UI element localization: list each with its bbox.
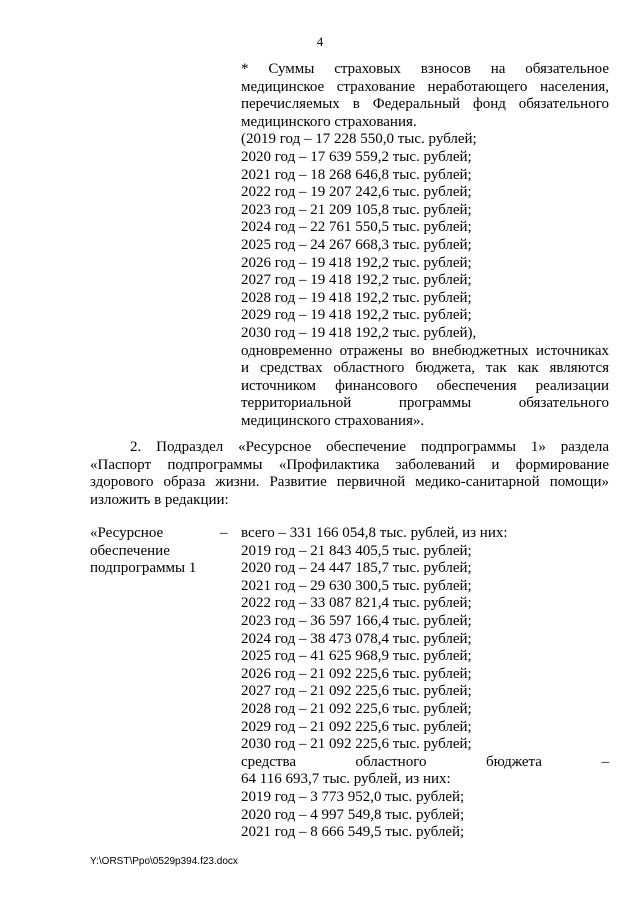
resource-year-line: 2020 год – 24 447 185,7 тыс. рублей; [241,560,472,577]
resource-label [90,525,220,578]
footnote-line: и средствах областного бюджета, так как являются [241,360,609,377]
resource-year-line: 2021 год – 29 630 300,5 тыс. рублей; [241,577,472,594]
footnote-line: одновременно отражены во внебюджетных источниках [241,342,609,359]
regional-year-line: 2019 год – 3 773 952,0 тыс. рублей; [241,788,465,805]
footnote-year-line: 2030 год – 19 418 192,2 тыс. рублей), [241,324,477,341]
regional-year-line: 2020 год – 4 997 549,8 тыс. рублей; [241,806,465,823]
regional-year-line: 2021 год – 8 666 549,5 тыс. рублей; [241,824,465,841]
footnote-line: медицинского страхования. [241,113,417,130]
footnote-year-line: 2020 год – 17 639 559,2 тыс. рублей; [241,148,472,165]
footnote-line: перечисляемых в Федеральный фонд обязательного [241,96,609,113]
paragraph-line: изложить в редакции: [90,491,229,508]
resource-year-line: 2027 год – 21 092 225,6 тыс. рублей; [241,683,472,700]
footnote-year-line: 2027 год – 19 418 192,2 тыс. рублей; [241,272,472,289]
resource-label-line: обеспечение [90,542,170,559]
footnote-year-line: 2026 год – 19 418 192,2 тыс. рублей; [241,254,472,271]
resource-label-line: подпрограммы 1 [90,560,197,577]
amendment-paragraph [90,439,609,509]
footnote-year-line: 2024 год – 22 761 550,5 тыс. рублей; [241,219,472,236]
resource-year-line: 2019 год – 21 843 405,5 тыс. рублей; [241,542,472,559]
regional-total-line: 64 116 693,7 тыс. рублей, из них: [241,771,451,788]
paragraph-line: здорового образа жизни. Развитие первичной медико-санитарной помощи» [90,474,609,491]
footnote-block [241,61,609,430]
paragraph-line: «Паспорт подпрограммы «Профилактика заболеваний и формирование [90,456,609,473]
footnote-year-line: 2025 год – 24 267 668,3 тыс. рублей; [241,236,472,253]
footnote-line: источником финансового обеспечения реализации [241,377,609,394]
footnote-year-line: (2019 год – 17 228 550,0 тыс. рублей; [241,131,477,148]
resource-year-line: 2025 год – 41 625 968,9 тыс. рублей; [241,648,472,665]
resource-year-line: 2030 год – 21 092 225,6 тыс. рублей; [241,736,472,753]
footnote-line: * Суммы страховых взносов на обязательное [241,61,609,77]
resource-year-line: 2024 год – 38 473 078,4 тыс. рублей; [241,630,472,647]
resource-year-line: 2029 год – 21 092 225,6 тыс. рублей; [241,718,472,735]
footnote-year-line: 2023 год – 21 209 105,8 тыс. рублей; [241,201,472,218]
resource-values [241,525,609,842]
resource-dash: – [220,525,228,541]
regional-budget-line: средства областного бюджета – [241,753,609,770]
resource-year-line: 2023 год – 36 597 166,4 тыс. рублей; [241,612,472,629]
footnote-line: медицинского страхования». [241,412,425,429]
footnote-year-line: 2021 год – 18 268 646,8 тыс. рублей; [241,166,472,183]
resource-total-line: всего – 331 166 054,8 тыс. рублей, из них: [241,525,508,541]
footnote-line: территориальной программы обязательного [241,395,609,412]
footnote-year-line: 2022 год – 19 207 242,6 тыс. рублей; [241,184,472,201]
footnote-year-line: 2028 год – 19 418 192,2 тыс. рублей; [241,289,472,306]
resource-year-line: 2028 год – 21 092 225,6 тыс. рублей; [241,700,472,717]
paragraph-line: 2. Подраздел «Ресурсное обеспечение подпрограммы 1» раздела [130,439,609,455]
resource-label-line: «Ресурсное [90,525,164,541]
resource-year-line: 2026 год – 21 092 225,6 тыс. рублей; [241,665,472,682]
footnote-year-line: 2029 год – 19 418 192,2 тыс. рублей; [241,307,472,324]
footnote-line: медицинское страхование неработающего населения, [241,78,609,95]
file-path-footer: Y:\ORST\Ppo\0529p394.f23.docx [90,856,238,867]
resource-year-line: 2022 год – 33 087 821,4 тыс. рублей; [241,595,472,612]
page-number: 4 [316,34,324,49]
